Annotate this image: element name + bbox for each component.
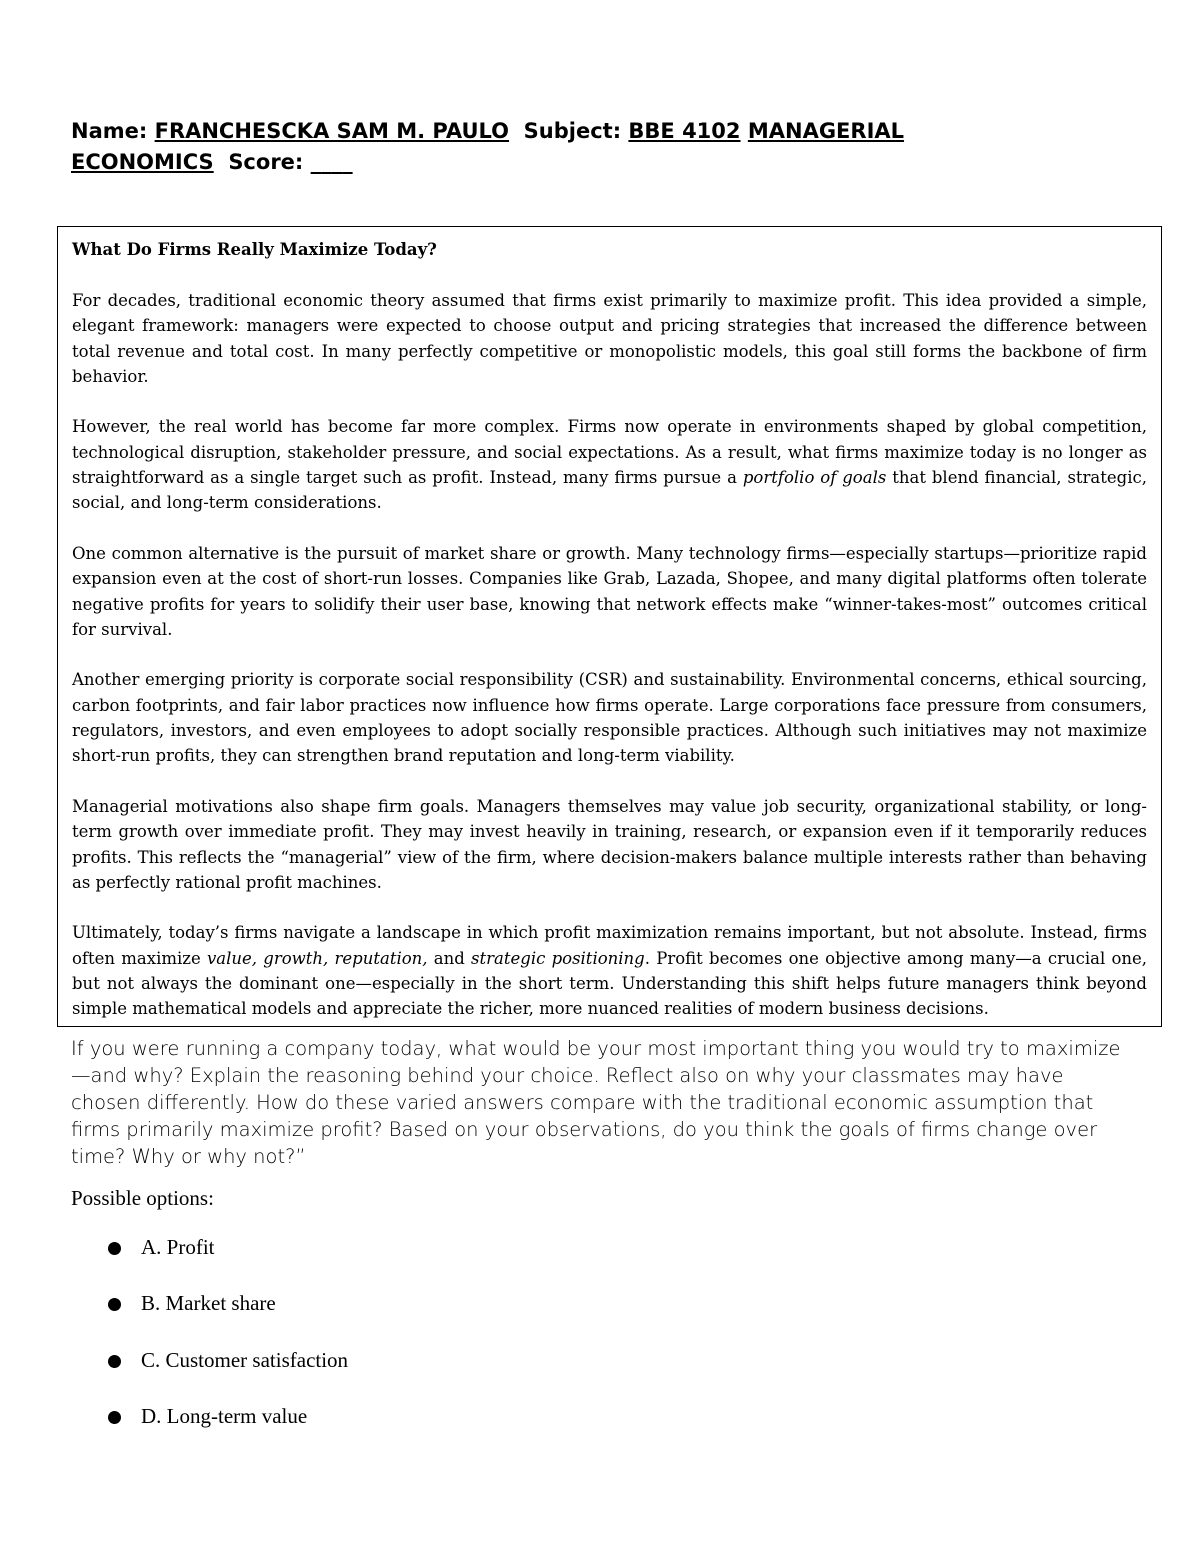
option-item — [108, 1346, 348, 1402]
bullet-icon — [108, 1298, 121, 1311]
option-item — [108, 1402, 348, 1458]
p6-text-a: Ultimately, today’s firms navigate a landscape in which profit maximization remains important, but not absolute. Instead, firms often maximize — [72, 923, 1147, 968]
option-text: A. Profit — [141, 1235, 215, 1259]
subject-code: BBE 4102 — [628, 119, 741, 143]
student-header — [71, 116, 1071, 178]
p6-and: and — [433, 948, 465, 968]
name-label: Name: — [71, 119, 148, 143]
bullet-icon — [108, 1355, 121, 1368]
subject-name-line2: ECONOMICS — [71, 150, 214, 174]
article-box — [57, 226, 1162, 1027]
student-name: FRANCHESCKA SAM M. PAULO — [154, 119, 510, 143]
article-paragraph-2 — [72, 414, 1147, 515]
reflection-question: If you were running a company today, what would be your most important thing you would try to maximize—and why? Explain the reasoning behind your choice. Reflect also on why your classmates may have chosen differently. How do these varied answers compare with the traditional economic assumption that firms primarily maximize profit? Based on your observations, do you think the goals of firms change over time? Why or why not?” — [71, 1037, 1121, 1168]
bullet-icon — [108, 1411, 121, 1424]
option-text: D. Long-term value — [141, 1403, 308, 1428]
article-paragraph-4: Another emerging priority is corporate social responsibility (CSR) and sustainability. Environmental concerns, ethical sourcing, carbon footprints, and fair labor practices now influence how firms operate. Large corporations face pressure from consumers, regulators, investors, and even employees to adopt socially responsible practices. Although such initiatives may not maximize short-run profits, they can strengthen brand reputation and long-term viability. — [72, 670, 1147, 766]
subject-label: Subject: — [523, 119, 622, 143]
article-paragraph-6 — [72, 920, 1147, 1021]
article-title: What Do Firms Really Maximize Today? — [72, 240, 437, 259]
p6-text-b: . Profit becomes one objective among many—a crucial one, but not always the dominant one—especially in the short term. Understanding this shift helps future managers think beyond simple mathematical models and appreciate the richer, more nuanced realities of modern business decisions. — [72, 948, 1148, 1019]
score-label: Score: — [228, 150, 304, 174]
article-paragraph-1: For decades, traditional economic theory assumed that firms exist primarily to maximize profit. This idea provided a simple, elegant framework: managers were expected to choose output and pricing strategies that increased the difference between total revenue and total cost. In many perfectly competitive or monopolistic models, this goal still forms the backbone of firm behavior. — [72, 291, 1147, 386]
option-text: B. Market share — [141, 1291, 276, 1316]
option-item — [108, 1289, 348, 1345]
option-item — [108, 1233, 348, 1289]
article-paragraph-3: One common alternative is the pursuit of market share or growth. Many technology firms—especially startups—prioritize rapid expansion even at the cost of short-run losses. Companies like Grab, Lazada, Shopee, and many digital platforms often tolerate negative profits for years to solidify their user base, knowing that network effects make “winner-takes-most” outcomes critical for survival. — [72, 543, 1147, 639]
article-paragraph-5: Managerial motivations also shape firm goals. Managers themselves may value job security, organizational stability, or long-term growth over immediate profit. They may invest heavily in training, research, or expansion even if it temporarily reduces profits. This reflects the “managerial” view of the firm, where decision-makers balance multiple interests rather than behaving as perfectly rational profit machines. — [72, 796, 1147, 892]
p6-emphasis-1: value, growth, reputation, — [206, 948, 428, 968]
score-blank: ____ — [310, 150, 353, 174]
p2-emphasis: portfolio of goals — [742, 468, 887, 488]
subject-name-line1: MANAGERIAL — [747, 119, 905, 143]
p2-text-b: that blend financial, strategic, social, and long-term considerations. — [72, 468, 1147, 513]
p6-emphasis-2: strategic positioning — [471, 948, 645, 968]
bullet-icon — [108, 1242, 121, 1255]
options-label: Possible options: — [71, 1186, 214, 1210]
option-text: C. Customer satisfaction — [141, 1347, 349, 1372]
p2-text-a: However, the real world has become far more complex. Firms now operate in environments shaped by global competition, technological disruption, stakeholder pressure, and social expectations. As a result, what firms maximize today is no longer as straightforward as a single target such as profit. Instead, many firms pursue a — [72, 417, 1147, 488]
options-list — [108, 1233, 348, 1458]
